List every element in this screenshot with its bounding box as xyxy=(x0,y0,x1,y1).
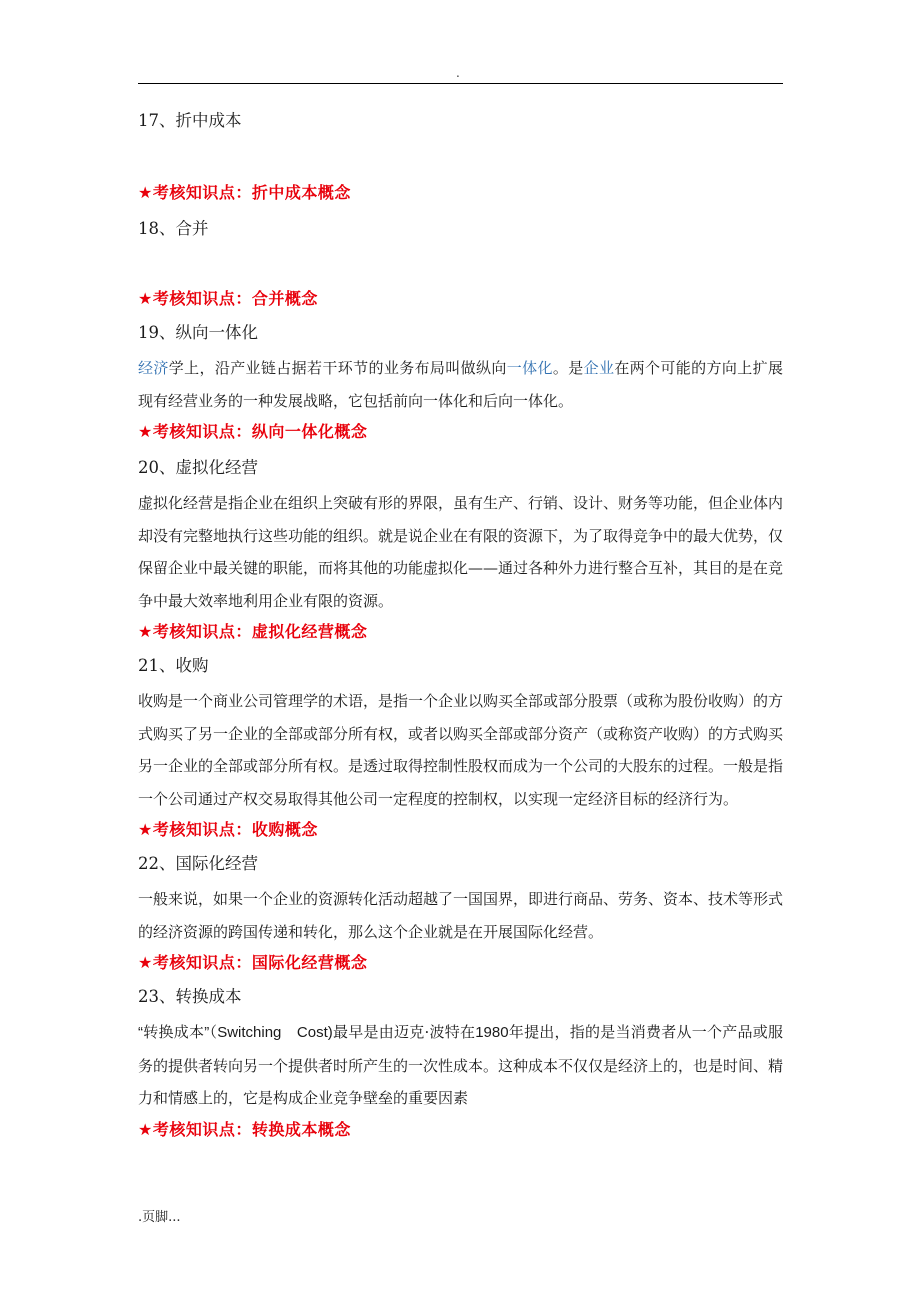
header-dot: . xyxy=(456,66,460,80)
item-21-heading: 21、收购 xyxy=(138,656,209,675)
item-17-knowledge-point: ★考核知识点：折中成本概念 xyxy=(138,183,351,202)
link-enterprise[interactable]: 企业 xyxy=(583,359,615,377)
item-20-body: 虚拟化经营是指企业在组织上突破有形的界限，虽有生产、行销、设计、财务等功能，但企业体内却没有完整地执行这些功能的组织。就是说企业在有限的资源下，为了取得竞争中的最大优势，仅保留企业中最关键的职能，而将其他的功能虚拟化——通过各种外力进行整合互补，其目的是在竞争中最大效率地利用企业有限的资源。 xyxy=(138,494,784,610)
item-22-heading: 22、国际化经营 xyxy=(138,854,258,873)
item-21-knowledge-point: ★考核知识点：收购概念 xyxy=(138,820,318,839)
item-19-knowledge-point: ★考核知识点：纵向一体化概念 xyxy=(138,422,368,441)
item-23-body xyxy=(138,1016,783,1115)
link-economics[interactable]: 经济 xyxy=(138,359,169,377)
link-integration[interactable]: 一体化 xyxy=(506,359,553,377)
item-22-body: 一般来说，如果一个企业的资源转化活动超越了一国国界，即进行商品、劳务、资本、技术等形式的经济资源的跨国传递和转化，那么这个企业就是在开展国际化经营。 xyxy=(138,890,784,941)
item-17-heading: 17、折中成本 xyxy=(138,111,242,130)
item-23-quote: “转换成本”（ xyxy=(138,1024,218,1041)
item-23-body-text-2: 年提出，指的是当消费者从一个产品或服务的提供者转向另一个提供者时所产生的一次性成本。这种成本不仅仅是经济上的，也是时间、精力和情感上的，它是构成企业竞争壁垒的重要因素 xyxy=(138,1023,784,1107)
item-21-body: 收购是一个商业公司管理学的术语，是指一个企业以购买全部或部分股票（或称为股份收购）的方式购买了另一企业的全部或部分所有权，或者以购买全部或部分资产（或称资产收购）的方式购买另一企业的全部或部分所有权。是透过取得控制性股权而成为一个公司的大股东的过程。一般是指一个公司通过产权交易取得其他公司一定程度的控制权，以实现一定经济目标的经济行为。 xyxy=(138,692,784,808)
item-19-body-text-1: 学上，沿产业链占据若干环节的业务布局叫做纵向 xyxy=(168,359,507,377)
item-23-year: 1980 xyxy=(475,1024,509,1041)
header-rule xyxy=(138,83,783,84)
item-23-english-term: Switching Cost) xyxy=(217,1024,333,1041)
page-footer: .页脚... xyxy=(138,1210,181,1225)
item-19-body xyxy=(138,352,783,417)
item-19-body-text-3: 在两个可能的方向上扩展现有经营业务的一种发展战略，它包括前向一体化和后向一体化。 xyxy=(138,359,783,410)
item-23-knowledge-point: ★考核知识点：转换成本概念 xyxy=(138,1119,351,1139)
item-23-heading: 23、转换成本 xyxy=(138,987,242,1006)
item-19-body-text-2: 。是 xyxy=(552,359,584,377)
item-20-heading: 20、虚拟化经营 xyxy=(138,458,258,477)
item-20-knowledge-point: ★考核知识点：虚拟化经营概念 xyxy=(138,622,368,641)
item-19-heading: 19、纵向一体化 xyxy=(138,323,258,342)
item-23-body-text-1: 最早是由迈克·波特在 xyxy=(332,1023,476,1041)
document-body xyxy=(138,108,783,1143)
item-22-knowledge-point: ★考核知识点：国际化经营概念 xyxy=(138,953,368,972)
item-18-knowledge-point: ★考核知识点：合并概念 xyxy=(138,289,318,308)
item-18-heading: 18、合并 xyxy=(138,219,209,238)
